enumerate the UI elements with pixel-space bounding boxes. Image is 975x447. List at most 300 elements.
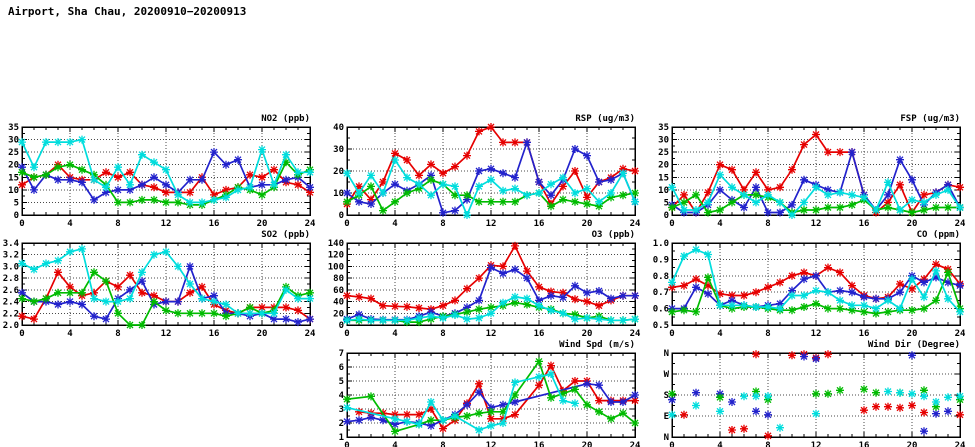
no2-green-marker xyxy=(114,198,122,206)
svg-text:16: 16 xyxy=(858,219,870,229)
co-blue-marker xyxy=(692,283,700,291)
fsp-cyan-marker xyxy=(884,178,892,186)
co-cyan-marker xyxy=(668,278,676,286)
no2-blue-marker xyxy=(210,148,218,156)
winddir-blue-marker xyxy=(932,410,940,418)
winddir-cyan-marker xyxy=(776,424,784,432)
co-red-marker xyxy=(824,264,832,272)
windspd-blue-marker xyxy=(475,388,483,396)
svg-text:2.4: 2.4 xyxy=(2,297,19,308)
o3-green-marker xyxy=(463,308,471,316)
rsp-cyan-marker xyxy=(463,211,471,219)
no2-cyan-marker xyxy=(198,198,206,206)
co-red-marker xyxy=(740,292,748,300)
fsp-blue-marker xyxy=(764,209,772,217)
o3-cyan-marker xyxy=(427,312,435,320)
o3-blue-marker xyxy=(571,282,579,290)
co-blue-marker xyxy=(704,290,712,298)
svg-text:2.0: 2.0 xyxy=(2,321,19,331)
so2-green-marker xyxy=(90,268,98,276)
co-cyan-marker xyxy=(680,252,688,260)
svg-text:4: 4 xyxy=(338,391,344,401)
no2-blue-marker xyxy=(78,178,86,186)
rsp-red-marker xyxy=(571,167,579,175)
no2-blue-marker xyxy=(258,181,266,189)
no2-red-marker xyxy=(294,181,302,189)
o3-red-marker xyxy=(475,274,483,282)
winddir-red-marker xyxy=(728,426,736,434)
rsp-green-marker xyxy=(391,198,399,206)
svg-text:4: 4 xyxy=(717,219,723,229)
no2-blue-marker xyxy=(186,176,194,184)
svg-text:8: 8 xyxy=(765,441,771,447)
co-green-marker xyxy=(704,273,712,281)
fsp-cyan-marker xyxy=(812,183,820,191)
winddir-cyan-marker xyxy=(944,393,952,401)
co-green-marker xyxy=(884,308,892,316)
winddir-blue-marker xyxy=(908,351,916,359)
co-green-marker xyxy=(812,300,820,308)
svg-text:8: 8 xyxy=(440,219,446,229)
rsp-red-marker xyxy=(415,171,423,179)
so2-cyan-marker xyxy=(78,245,86,253)
o3-cyan-marker xyxy=(403,316,411,324)
svg-text:0.5: 0.5 xyxy=(652,321,669,331)
windspd-blue-marker xyxy=(463,401,471,409)
windspd-cyan-marker xyxy=(571,399,579,407)
no2-cyan-marker xyxy=(18,138,26,146)
winddir-blue-marker xyxy=(692,389,700,397)
no2-red-marker xyxy=(162,188,170,196)
so2-green-marker xyxy=(174,309,182,317)
no2-red-marker xyxy=(102,168,110,176)
fsp-cyan-marker xyxy=(728,183,736,191)
o3-cyan-marker xyxy=(343,316,351,324)
svg-text:2.6: 2.6 xyxy=(2,285,19,296)
so2-cyan-marker xyxy=(30,265,38,273)
fsp-red-marker xyxy=(836,148,844,156)
o3-red-marker xyxy=(355,293,363,301)
co-blue-marker xyxy=(860,293,868,301)
svg-text:10: 10 xyxy=(333,189,344,199)
so2-red-marker xyxy=(30,315,38,323)
winddir-cyan-marker xyxy=(740,392,748,400)
co-blue-marker xyxy=(956,282,964,290)
windspd-blue-marker xyxy=(607,398,615,406)
no2-green-marker xyxy=(162,198,170,206)
o3-cyan-marker xyxy=(583,314,591,322)
co-cyan-marker xyxy=(764,303,772,311)
fsp-blue-marker xyxy=(788,201,796,209)
rsp-blue-marker xyxy=(547,191,555,199)
rsp-cyan-marker xyxy=(595,198,603,206)
winddir-cyan-marker xyxy=(692,402,700,410)
fsp-green-marker xyxy=(800,206,808,214)
svg-text:12: 12 xyxy=(160,219,172,229)
windspd-green-marker xyxy=(343,395,351,403)
no2-green-marker xyxy=(174,198,182,206)
rsp-blue-marker xyxy=(499,169,507,177)
svg-text:20: 20 xyxy=(581,329,593,339)
windspd-green-marker xyxy=(571,385,579,393)
fsp-red-marker xyxy=(896,181,904,189)
winddir-cyan-marker xyxy=(716,407,724,415)
chart-o3 xyxy=(325,230,643,340)
winddir-green-marker xyxy=(668,390,676,398)
winddir-blue-marker xyxy=(944,407,952,415)
so2-cyan-marker xyxy=(150,251,158,259)
no2-blue-marker xyxy=(54,176,62,184)
svg-text:4: 4 xyxy=(717,329,723,339)
o3-blue-marker xyxy=(631,292,639,300)
svg-text:20: 20 xyxy=(581,219,593,229)
plot-no2 xyxy=(0,114,318,230)
so2-cyan-marker xyxy=(54,257,62,265)
co-blue-marker xyxy=(872,295,880,303)
windspd-cyan-marker xyxy=(475,426,483,434)
rsp-cyan-marker xyxy=(343,169,351,177)
windspd-green-marker xyxy=(583,401,591,409)
rsp-cyan-marker xyxy=(583,185,591,193)
rsp-green-marker xyxy=(583,200,591,208)
svg-text:25: 25 xyxy=(8,148,19,159)
fsp-green-marker xyxy=(920,206,928,214)
o3-cyan-marker xyxy=(595,315,603,323)
so2-cyan-marker xyxy=(258,309,266,317)
winddir-green-marker xyxy=(872,389,880,397)
rsp-red-marker xyxy=(475,127,483,135)
no2-blue-marker xyxy=(282,176,290,184)
o3-cyan-marker xyxy=(415,314,423,322)
rsp-green-marker xyxy=(571,198,579,206)
windspd-red-marker xyxy=(535,381,543,389)
co-red-marker xyxy=(836,269,844,277)
plot-winddir xyxy=(650,340,968,447)
winddir-red-marker xyxy=(764,432,772,440)
windspd-green-marker xyxy=(487,408,495,416)
no2-cyan-marker xyxy=(270,181,278,189)
winddir-cyan-marker xyxy=(884,388,892,396)
svg-text:5: 5 xyxy=(663,198,669,209)
windspd-red-marker xyxy=(487,415,495,423)
rsp-blue-marker xyxy=(451,207,459,215)
fsp-cyan-marker xyxy=(716,171,724,179)
fsp-cyan-marker xyxy=(932,191,940,199)
o3-blue-marker xyxy=(475,296,483,304)
rsp-cyan-marker xyxy=(475,182,483,190)
no2-green-marker xyxy=(42,171,50,179)
fsp-cyan-marker xyxy=(692,206,700,214)
so2-cyan-marker xyxy=(174,262,182,270)
svg-text:30: 30 xyxy=(8,135,19,146)
o3-cyan-marker xyxy=(391,316,399,324)
o3-cyan-marker xyxy=(499,299,507,307)
so2-green-marker xyxy=(198,309,206,317)
no2-blue-marker xyxy=(90,196,98,204)
rsp-green-marker xyxy=(403,189,411,197)
so2-red-marker xyxy=(114,283,122,291)
so2-red-marker xyxy=(186,289,194,297)
no2-blue-marker xyxy=(150,173,158,181)
plot-co xyxy=(650,230,968,340)
chart-title-rsp: RSP (ug/m3) xyxy=(575,114,635,124)
co-red-marker xyxy=(788,272,796,280)
svg-text:0: 0 xyxy=(344,441,350,447)
svg-text:20: 20 xyxy=(256,219,268,229)
windspd-cyan-marker xyxy=(451,412,459,420)
o3-blue-marker xyxy=(559,294,567,302)
so2-cyan-marker xyxy=(222,301,230,309)
svg-text:0.8: 0.8 xyxy=(652,271,669,282)
winddir-red-marker xyxy=(788,351,796,359)
rsp-red-marker xyxy=(499,138,507,146)
rsp-cyan-marker xyxy=(571,189,579,197)
svg-text:0: 0 xyxy=(669,219,675,229)
winddir-red-marker xyxy=(740,425,748,433)
svg-text:12: 12 xyxy=(810,219,822,229)
rsp-blue-marker xyxy=(439,209,447,217)
svg-text:15: 15 xyxy=(658,173,669,184)
fsp-green-marker xyxy=(752,191,760,199)
no2-blue-marker xyxy=(198,176,206,184)
so2-red-marker xyxy=(126,271,134,279)
o3-blue-marker xyxy=(607,295,615,303)
windspd-green-marker xyxy=(427,416,435,424)
o3-cyan-marker xyxy=(379,316,387,324)
no2-blue-marker xyxy=(66,176,74,184)
svg-text:12: 12 xyxy=(810,329,822,339)
no2-cyan-marker xyxy=(234,186,242,194)
fsp-cyan-marker xyxy=(800,198,808,206)
fsp-cyan-marker xyxy=(788,211,796,219)
fsp-green-marker xyxy=(704,209,712,217)
co-cyan-marker xyxy=(932,267,940,275)
svg-text:0.6: 0.6 xyxy=(652,304,669,315)
so2-blue-marker xyxy=(306,315,314,323)
rsp-green-marker xyxy=(475,198,483,206)
so2-green-marker xyxy=(162,306,170,314)
so2-cyan-marker xyxy=(138,268,146,276)
so2-blue-marker xyxy=(66,298,74,306)
rsp-cyan-marker xyxy=(439,180,447,188)
svg-text:8: 8 xyxy=(115,219,121,229)
so2-cyan-marker xyxy=(114,298,122,306)
o3-red-marker xyxy=(499,262,507,270)
rsp-cyan-marker xyxy=(391,156,399,164)
o3-cyan-marker xyxy=(619,316,627,324)
co-cyan-marker xyxy=(956,308,964,316)
windspd-red-marker xyxy=(595,397,603,405)
co-green-marker xyxy=(680,306,688,314)
rsp-green-marker xyxy=(511,198,519,206)
rsp-cyan-marker xyxy=(547,180,555,188)
rsp-blue-marker xyxy=(343,189,351,197)
fsp-green-marker xyxy=(824,204,832,212)
no2-cyan-marker xyxy=(66,138,74,146)
svg-text:16: 16 xyxy=(533,441,545,447)
o3-cyan-marker xyxy=(439,314,447,322)
rsp-blue-marker xyxy=(367,200,375,208)
o3-cyan-marker xyxy=(607,316,615,324)
winddir-red-marker xyxy=(680,411,688,419)
no2-green-marker xyxy=(150,196,158,204)
co-cyan-marker xyxy=(740,301,748,309)
chart-title-so2: SO2 (ppb) xyxy=(261,230,310,240)
svg-text:4: 4 xyxy=(392,441,398,447)
winddir-cyan-marker xyxy=(812,410,820,418)
winddir-green-marker xyxy=(824,390,832,398)
chart-co xyxy=(650,230,968,340)
co-red-marker xyxy=(896,280,904,288)
svg-text:140: 140 xyxy=(327,239,344,249)
windspd-green-marker xyxy=(607,415,615,423)
svg-text:N: N xyxy=(663,349,669,359)
no2-blue-marker xyxy=(138,181,146,189)
so2-blue-marker xyxy=(54,301,62,309)
windspd-blue-marker xyxy=(631,391,639,399)
svg-text:8: 8 xyxy=(765,219,771,229)
windspd-cyan-marker xyxy=(511,378,519,386)
windspd-red-marker xyxy=(403,411,411,419)
no2-cyan-marker xyxy=(114,163,122,171)
so2-green-marker xyxy=(42,295,50,303)
svg-text:3.0: 3.0 xyxy=(2,262,19,273)
chart-no2 xyxy=(0,114,318,230)
windspd-blue-marker xyxy=(343,418,351,426)
svg-text:24: 24 xyxy=(954,329,966,339)
svg-text:8: 8 xyxy=(115,329,121,339)
so2-cyan-marker xyxy=(66,248,74,256)
svg-text:60: 60 xyxy=(333,285,344,296)
co-green-marker xyxy=(932,296,940,304)
rsp-blue-marker xyxy=(535,178,543,186)
so2-green-marker xyxy=(138,321,146,329)
windspd-red-line xyxy=(359,366,635,429)
fsp-green-marker xyxy=(908,209,916,217)
fsp-cyan-marker xyxy=(680,206,688,214)
svg-text:24: 24 xyxy=(629,329,641,339)
plot-fsp xyxy=(650,114,968,230)
svg-text:12: 12 xyxy=(485,329,497,339)
svg-text:0: 0 xyxy=(338,211,344,221)
svg-text:1: 1 xyxy=(338,433,344,443)
fsp-cyan-marker xyxy=(740,191,748,199)
fsp-red-marker xyxy=(716,161,724,169)
o3-cyan-marker xyxy=(571,315,579,323)
svg-text:12: 12 xyxy=(160,329,172,339)
svg-text:24: 24 xyxy=(954,219,966,229)
no2-red-marker xyxy=(270,166,278,174)
no2-green-marker xyxy=(30,173,38,181)
fsp-blue-marker xyxy=(800,176,808,184)
svg-text:16: 16 xyxy=(533,329,545,339)
so2-red-marker xyxy=(138,289,146,297)
co-green-marker xyxy=(668,308,676,316)
fsp-green-marker xyxy=(836,204,844,212)
svg-text:24: 24 xyxy=(629,441,641,447)
svg-text:0: 0 xyxy=(344,219,350,229)
co-green-marker xyxy=(800,303,808,311)
co-cyan-marker xyxy=(692,246,700,254)
o3-red-marker xyxy=(451,296,459,304)
fsp-cyan-marker xyxy=(908,196,916,204)
rsp-cyan-marker xyxy=(415,180,423,188)
svg-text:W: W xyxy=(663,370,669,380)
no2-green-marker xyxy=(66,161,74,169)
co-blue-marker xyxy=(812,272,820,280)
fsp-blue-marker xyxy=(884,191,892,199)
so2-blue-marker xyxy=(90,312,98,320)
windspd-cyan-marker xyxy=(403,418,411,426)
rsp-cyan-marker xyxy=(607,189,615,197)
fsp-red-marker xyxy=(788,166,796,174)
o3-blue-marker xyxy=(499,270,507,278)
rsp-green-marker xyxy=(499,198,507,206)
windspd-cyan-marker xyxy=(391,415,399,423)
co-cyan-marker xyxy=(776,305,784,313)
fsp-blue-marker xyxy=(848,148,856,156)
so2-blue-marker xyxy=(294,318,302,326)
chart-windspd xyxy=(325,340,643,447)
windspd-green-marker xyxy=(631,419,639,427)
co-red-marker xyxy=(680,282,688,290)
rsp-blue-marker xyxy=(391,180,399,188)
windspd-green-marker xyxy=(547,394,555,402)
svg-text:0: 0 xyxy=(663,211,669,221)
so2-cyan-marker xyxy=(234,309,242,317)
rsp-green-marker xyxy=(343,198,351,206)
no2-green-marker xyxy=(258,191,266,199)
no2-cyan-marker xyxy=(90,176,98,184)
svg-text:0: 0 xyxy=(344,329,350,339)
o3-blue-marker xyxy=(511,265,519,273)
fsp-cyan-marker xyxy=(668,183,676,191)
so2-blue-marker xyxy=(102,315,110,323)
so2-cyan-marker xyxy=(306,295,314,303)
winddir-blue-marker xyxy=(920,427,928,435)
o3-cyan-marker xyxy=(487,309,495,317)
o3-cyan-marker xyxy=(367,316,375,324)
o3-red-marker xyxy=(523,267,531,275)
svg-text:5: 5 xyxy=(338,377,344,387)
svg-text:N: N xyxy=(663,433,669,443)
rsp-green-marker xyxy=(487,198,495,206)
svg-text:24: 24 xyxy=(629,219,641,229)
svg-text:8: 8 xyxy=(440,441,446,447)
no2-blue-marker xyxy=(234,156,242,164)
windspd-green-marker xyxy=(619,409,627,417)
fsp-blue-marker xyxy=(908,176,916,184)
windspd-blue-marker xyxy=(583,380,591,388)
fsp-cyan-marker xyxy=(872,206,880,214)
rsp-red-marker xyxy=(403,156,411,164)
o3-red-marker xyxy=(439,302,447,310)
rsp-green-marker xyxy=(379,207,387,215)
no2-cyan-marker xyxy=(162,166,170,174)
svg-text:0: 0 xyxy=(669,441,675,447)
o3-red-marker xyxy=(595,302,603,310)
o3-red-marker xyxy=(535,283,543,291)
no2-green-marker xyxy=(54,163,62,171)
no2-cyan-marker xyxy=(102,183,110,191)
rsp-cyan-marker xyxy=(487,176,495,184)
so2-cyan-marker xyxy=(18,260,26,268)
no2-blue-marker xyxy=(162,181,170,189)
winddir-cyan-marker xyxy=(956,392,964,400)
so2-blue-marker xyxy=(282,315,290,323)
rsp-cyan-marker xyxy=(499,187,507,195)
chart-title-no2: NO2 (ppb) xyxy=(261,114,310,124)
